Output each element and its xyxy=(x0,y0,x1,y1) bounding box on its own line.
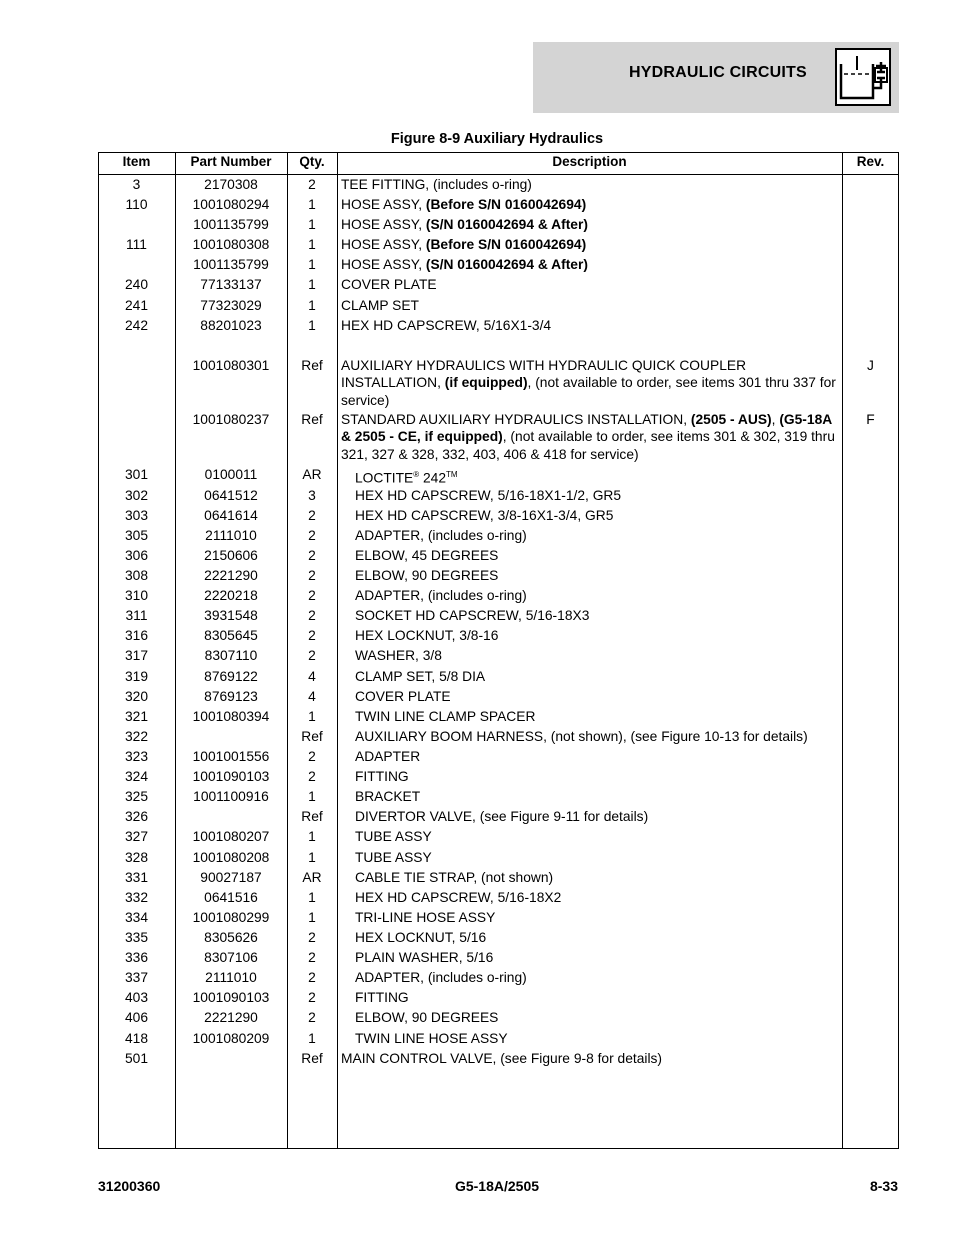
quantity: 1 xyxy=(308,257,316,272)
quantity: 2 xyxy=(308,970,316,985)
description xyxy=(355,969,839,986)
quantity: 2 xyxy=(308,608,316,623)
description xyxy=(355,909,839,926)
description-text: (S/N 0160042694 & After) xyxy=(425,217,588,232)
item-number: 3 xyxy=(132,177,141,192)
part-number: 1001080237 xyxy=(192,412,270,427)
part-number: 0641516 xyxy=(204,890,258,905)
quantity: 2 xyxy=(308,749,316,764)
description xyxy=(355,567,839,584)
quantity: 1 xyxy=(308,890,316,905)
part-number: 90027187 xyxy=(200,870,262,885)
quantity: 2 xyxy=(308,930,316,945)
description-text: HOSE ASSY, xyxy=(341,217,426,232)
quantity: 1 xyxy=(308,197,316,212)
description-text: HOSE ASSY, xyxy=(341,197,426,212)
description-text: ADAPTER xyxy=(355,749,421,764)
part-number: 77133137 xyxy=(200,277,262,292)
item-number: 337 xyxy=(124,970,149,985)
description-text: DIVERTOR VALVE, (see Figure 9-11 for details) xyxy=(355,809,649,824)
column-header-item: Item xyxy=(122,154,151,169)
item-number: 110 xyxy=(125,197,148,212)
description-text: TWIN LINE CLAMP SPACER xyxy=(355,709,536,724)
footer-page-number: 8-33 xyxy=(869,1178,898,1194)
item-number: 501 xyxy=(124,1051,149,1066)
description-text: (Before S/N 0160042694) xyxy=(425,197,587,212)
quantity: 2 xyxy=(308,177,316,192)
description xyxy=(355,547,839,564)
description xyxy=(341,256,839,273)
part-number: 8305645 xyxy=(204,628,258,643)
description xyxy=(341,236,839,253)
item-number: 241 xyxy=(124,298,149,313)
item-number: 323 xyxy=(124,749,149,764)
part-number: 8307106 xyxy=(204,950,258,965)
description xyxy=(355,607,839,624)
item-number: 306 xyxy=(124,548,149,563)
item-number: 403 xyxy=(124,990,149,1005)
item-number: 325 xyxy=(124,789,149,804)
description xyxy=(355,768,839,785)
item-number: 111 xyxy=(126,237,147,252)
description xyxy=(341,196,839,213)
description xyxy=(355,828,839,845)
part-number: 1001080308 xyxy=(192,237,270,252)
description xyxy=(355,869,839,886)
quantity: 2 xyxy=(308,568,316,583)
description xyxy=(355,788,839,805)
description-text: , (not available to order, see items 301 & 302, 319 thru 321, 327 & 328, 332, 403, 406 & 418 for service) xyxy=(341,429,835,462)
description-text: HEX HD CAPSCREW, 5/16-18X2 xyxy=(355,890,562,905)
part-number: 0100011 xyxy=(204,467,258,482)
item-number: 319 xyxy=(124,669,149,684)
part-number: 1001080299 xyxy=(192,910,270,925)
description-text: WASHER, 3/8 xyxy=(355,648,442,663)
quantity: AR xyxy=(302,467,322,482)
quantity: 2 xyxy=(308,588,316,603)
description xyxy=(355,487,839,504)
item-number: 242 xyxy=(124,318,149,333)
description-text: COVER PLATE xyxy=(355,689,451,704)
description xyxy=(355,748,839,765)
part-number: 0641614 xyxy=(204,508,258,523)
description-text: HOSE ASSY, xyxy=(341,237,426,252)
description xyxy=(341,176,839,193)
part-number: 0641512 xyxy=(204,488,258,503)
part-number: 1001080301 xyxy=(192,358,270,373)
description-text: TUBE ASSY xyxy=(355,829,432,844)
quantity: 1 xyxy=(308,237,316,252)
quantity: 1 xyxy=(308,910,316,925)
description-text: BRACKET xyxy=(355,789,421,804)
description-text: FITTING xyxy=(355,769,409,784)
quantity: 2 xyxy=(308,508,316,523)
item-number: 317 xyxy=(124,648,149,663)
quantity: 2 xyxy=(308,648,316,663)
description-text: TEE FITTING, (includes o-ring) xyxy=(341,177,532,192)
description xyxy=(355,466,839,487)
description-text: HEX HD CAPSCREW, 5/16X1-3/4 xyxy=(341,318,552,333)
description xyxy=(355,1030,839,1047)
quantity: 1 xyxy=(308,298,316,313)
part-number: 8769122 xyxy=(204,669,258,684)
description-text: HEX LOCKNUT, 3/8-16 xyxy=(355,628,499,643)
quantity: 1 xyxy=(308,709,316,724)
description-text: ADAPTER, (includes o-ring) xyxy=(355,970,527,985)
quantity: Ref xyxy=(301,809,323,824)
item-number: 320 xyxy=(124,689,149,704)
description xyxy=(355,929,839,946)
item-number: 302 xyxy=(124,488,149,503)
quantity: 1 xyxy=(308,318,316,333)
part-number: 1001090103 xyxy=(192,990,270,1005)
column-header-part-number: Part Number xyxy=(190,154,272,169)
item-number: 301 xyxy=(124,467,149,482)
column-header-qty: Qty. xyxy=(299,154,325,169)
part-number: 1001080208 xyxy=(192,850,270,865)
description xyxy=(355,627,839,644)
part-number: 1001090103 xyxy=(192,769,270,784)
description xyxy=(341,357,839,409)
header-divider xyxy=(98,174,899,175)
description-text: TRI-LINE HOSE ASSY xyxy=(355,910,496,925)
quantity: 2 xyxy=(308,548,316,563)
footer-model: G5-18A/2505 xyxy=(454,1178,540,1194)
item-number: 331 xyxy=(124,870,149,885)
description xyxy=(355,507,839,524)
description xyxy=(355,527,839,544)
description-text: TM xyxy=(446,470,458,479)
description-text: ADAPTER, (includes o-ring) xyxy=(355,528,527,543)
description-text: (S/N 0160042694 & After) xyxy=(425,257,588,272)
part-number: 1001135799 xyxy=(193,217,269,232)
description xyxy=(355,728,839,745)
description-text: AUXILIARY HYDRAULICS WITH HYDRAULIC QUICK COUPLER INSTALLATION, xyxy=(341,358,747,391)
description-text: CLAMP SET, 5/8 DIA xyxy=(355,669,486,684)
description xyxy=(355,668,839,685)
quantity: 3 xyxy=(308,488,316,503)
description-text: PLAIN WASHER, 5/16 xyxy=(355,950,494,965)
part-number: 2111010 xyxy=(205,528,257,543)
description-text: , (not available to order, see items 301 thru 337 for service) xyxy=(341,375,836,408)
item-number: 327 xyxy=(124,829,149,844)
quantity: 1 xyxy=(308,277,316,292)
revision: F xyxy=(866,412,875,427)
description xyxy=(341,317,839,334)
description xyxy=(355,647,839,664)
description-text: TWIN LINE HOSE ASSY xyxy=(355,1031,508,1046)
item-number: 305 xyxy=(124,528,149,543)
figure-title: Figure 8-9 Auxiliary Hydraulics xyxy=(390,131,604,147)
quantity: 2 xyxy=(308,990,316,1005)
description-text: HEX HD CAPSCREW, 5/16-18X1-1/2, GR5 xyxy=(355,488,622,503)
part-number: 2220218 xyxy=(204,588,258,603)
quantity: 4 xyxy=(308,689,316,704)
description xyxy=(355,1009,839,1026)
quantity: 2 xyxy=(308,1010,316,1025)
description-text: ELBOW, 45 DEGREES xyxy=(355,548,499,563)
description xyxy=(341,411,839,463)
description-text: COVER PLATE xyxy=(341,277,437,292)
item-number: 336 xyxy=(124,950,149,965)
part-number: 8305626 xyxy=(204,930,258,945)
item-number: 335 xyxy=(124,930,149,945)
part-number: 1001080207 xyxy=(192,829,270,844)
description-text: SOCKET HD CAPSCREW, 5/16-18X3 xyxy=(355,608,590,623)
description xyxy=(355,949,839,966)
description-text: HOSE ASSY, xyxy=(341,257,426,272)
description xyxy=(355,708,839,725)
quantity: 2 xyxy=(308,528,316,543)
quantity: Ref xyxy=(301,1051,323,1066)
item-number: 418 xyxy=(124,1031,149,1046)
description xyxy=(355,849,839,866)
description xyxy=(341,1050,839,1067)
description-text: CLAMP SET xyxy=(341,298,419,313)
part-number: 1001080294 xyxy=(192,197,270,212)
description xyxy=(355,587,839,604)
description-text: 242 xyxy=(419,470,447,486)
quantity: 4 xyxy=(308,669,316,684)
item-number: 406 xyxy=(124,1010,149,1025)
quantity: 2 xyxy=(308,628,316,643)
part-number: 1001001556 xyxy=(192,749,270,764)
description-text: CABLE TIE STRAP, (not shown) xyxy=(355,870,554,885)
item-number: 303 xyxy=(124,508,149,523)
quantity: Ref xyxy=(301,729,323,744)
part-number: 2111010 xyxy=(205,970,257,985)
description-text: TUBE ASSY xyxy=(355,850,432,865)
description xyxy=(355,989,839,1006)
part-number: 1001135799 xyxy=(193,257,269,272)
quantity: Ref xyxy=(301,412,323,427)
page-title: HYDRAULIC CIRCUITS xyxy=(629,64,807,81)
description xyxy=(355,688,839,705)
footer-document-number: 31200360 xyxy=(98,1178,161,1194)
description-text: HEX LOCKNUT, 5/16 xyxy=(355,930,487,945)
quantity: AR xyxy=(302,870,322,885)
revision: J xyxy=(867,358,874,373)
description-text: LOCTITE xyxy=(355,470,414,486)
description-text: , xyxy=(771,412,780,427)
quantity: 1 xyxy=(308,1031,316,1046)
item-number: 321 xyxy=(124,709,149,724)
item-number: 332 xyxy=(124,890,149,905)
part-number: 2150606 xyxy=(204,548,258,563)
item-number: 316 xyxy=(124,628,149,643)
description-text: ELBOW, 90 DEGREES xyxy=(355,1010,499,1025)
description-text: HEX HD CAPSCREW, 3/8-16X1-3/4, GR5 xyxy=(355,508,614,523)
description-text: ® xyxy=(413,470,420,479)
description xyxy=(341,276,839,293)
description-text: (Before S/N 0160042694) xyxy=(425,237,587,252)
part-number: 8307110 xyxy=(204,648,258,663)
description xyxy=(355,889,839,906)
description-text: ELBOW, 90 DEGREES xyxy=(355,568,499,583)
description xyxy=(341,216,839,233)
quantity: 2 xyxy=(308,950,316,965)
description xyxy=(341,297,839,314)
part-number: 88201023 xyxy=(200,318,262,333)
item-number: 308 xyxy=(124,568,149,583)
item-number: 334 xyxy=(124,910,149,925)
description-text: MAIN CONTROL VALVE, (see Figure 9-8 for details) xyxy=(341,1051,662,1066)
quantity: 2 xyxy=(308,769,316,784)
quantity: 1 xyxy=(308,829,316,844)
column-header-description: Description xyxy=(552,154,627,169)
hydraulic-reservoir-icon xyxy=(835,48,891,106)
description-text: FITTING xyxy=(355,990,409,1005)
quantity: 1 xyxy=(308,217,316,232)
column-header-rev: Rev. xyxy=(856,154,885,169)
part-number: 2221290 xyxy=(204,568,258,583)
quantity: 1 xyxy=(308,850,316,865)
part-number: 8769123 xyxy=(204,689,258,704)
description-text: (G5-18A & 2505 - CE, if equipped) xyxy=(341,412,832,445)
description-text: STANDARD AUXILIARY HYDRAULICS INSTALLATION, xyxy=(341,412,691,427)
part-number: 1001080209 xyxy=(192,1031,270,1046)
description xyxy=(355,808,839,825)
item-number: 324 xyxy=(124,769,149,784)
quantity: Ref xyxy=(301,358,323,373)
item-number: 240 xyxy=(124,277,149,292)
column-divider xyxy=(337,152,338,1149)
part-number: 3931548 xyxy=(204,608,258,623)
part-number: 2221290 xyxy=(204,1010,258,1025)
item-number: 310 xyxy=(124,588,149,603)
column-divider xyxy=(842,152,843,1149)
quantity: 1 xyxy=(308,789,316,804)
description-text: ADAPTER, (includes o-ring) xyxy=(355,588,527,603)
item-number: 326 xyxy=(124,809,149,824)
part-number: 1001100916 xyxy=(193,789,269,804)
item-number: 311 xyxy=(125,608,148,623)
description-text: (if equipped) xyxy=(444,375,528,391)
part-number: 2170308 xyxy=(204,177,258,192)
item-number: 322 xyxy=(124,729,149,744)
part-number: 77323029 xyxy=(200,298,262,313)
part-number: 1001080394 xyxy=(192,709,270,724)
item-number: 328 xyxy=(124,850,149,865)
description-text: (2505 - AUS) xyxy=(690,412,772,427)
description-text: AUXILIARY BOOM HARNESS, (not shown), (see Figure 10-13 for details) xyxy=(355,729,808,744)
